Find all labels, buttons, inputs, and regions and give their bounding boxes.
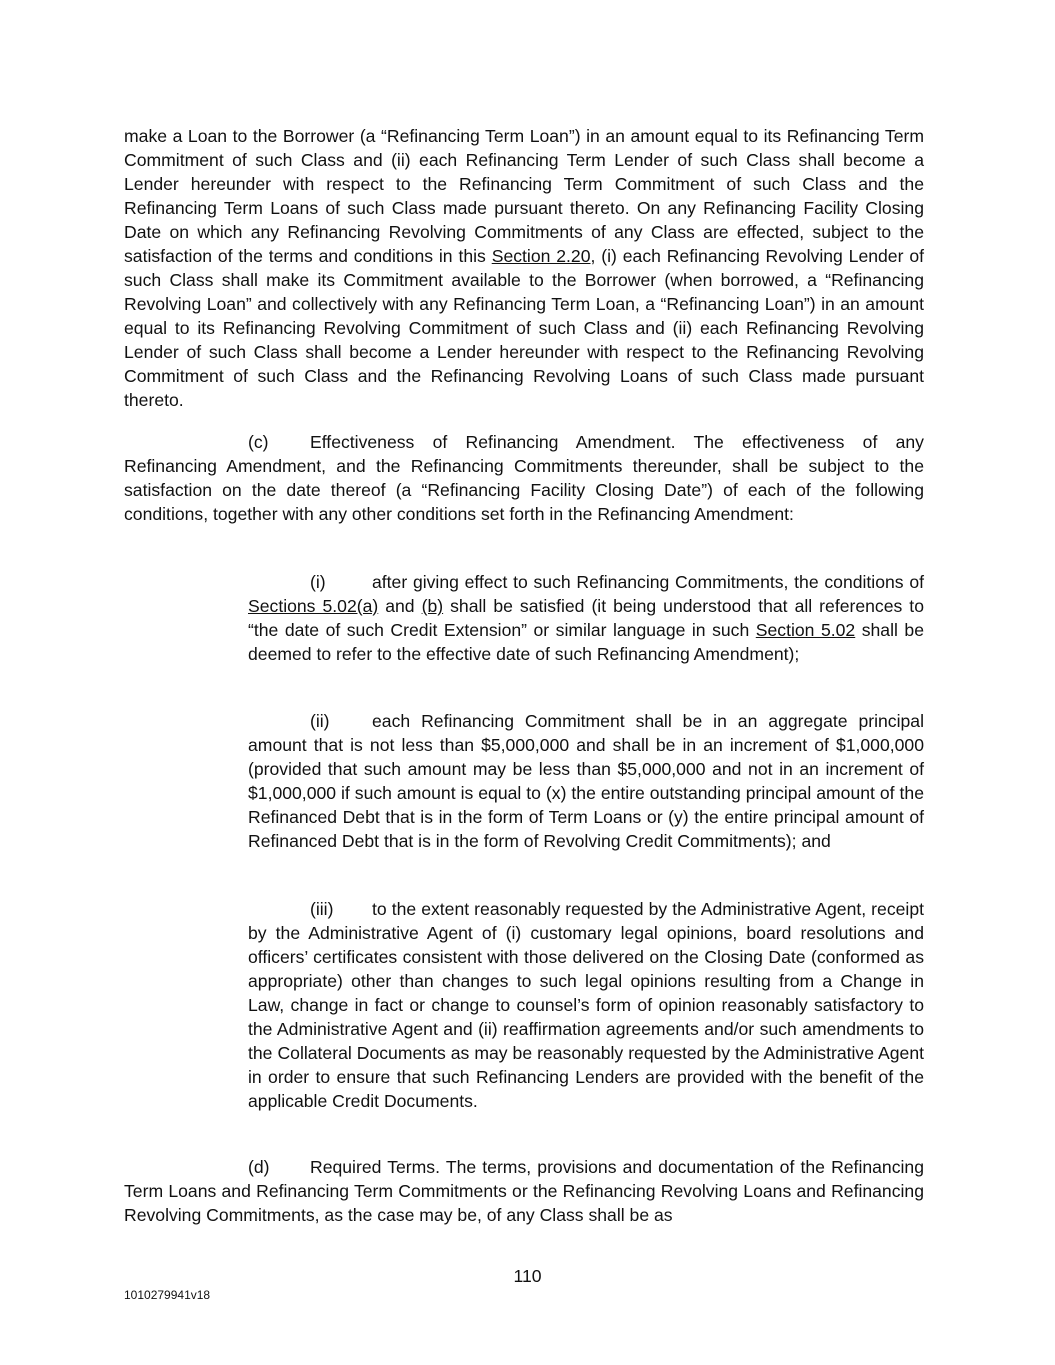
section-reference: Sections 5.02(a) (248, 596, 379, 616)
indent (248, 572, 310, 592)
section-reference: Section 2.20 (491, 246, 591, 266)
indent (124, 1157, 248, 1177)
item-ii-paragraph (248, 709, 924, 853)
item-label: (i) (310, 572, 326, 592)
paragraph-text: , (i) each Refinancing Revolving Lender of such Class shall make its Commitment available to the Borrower (when borrowed, a “Refinancing Revolving Loan” and collectively with any Refinancing Term Loan, a “Refinancing Loan”) in an amount equal to its Refinancing Revolving Commitment of such Class and (ii) each Refinancing Revolving Lender of such Class shall become a Lender hereunder with respect to the Refinancing Revolving Commitment of such Class and the Refinancing Revolving Loans of such Class made pursuant thereto. (124, 246, 924, 410)
indent (248, 899, 310, 919)
paragraph-text: and (378, 596, 422, 616)
section-heading: Required Terms. (310, 1157, 440, 1177)
continuation-paragraph (124, 124, 924, 412)
paragraph-text: make a Loan to the Borrower (a “Refinancing Term Loan”) in an amount equal to its Refinancing Term Commitment of such Class and (ii) each Refinancing Term Lender of such Class shall become a Lender hereunder with respect to the Refinancing Term Commitment of such Class and the Refinancing Term Loans of such Class made pursuant thereto. On any Refinancing Facility Closing Date on which any Refinancing Revolving Commitments of any Class are effected, subject to the satisfaction of the terms and conditions in this (124, 126, 924, 266)
section-reference: Section 5.02 (755, 620, 856, 640)
indent (124, 432, 248, 452)
paragraph-text: shall be deemed to refer to the effective date of such Refinancing Amendment); (248, 620, 924, 664)
item-iii-paragraph (248, 897, 924, 1113)
paragraph-text: The effectiveness of any Refinancing Amendment, and the Refinancing Commitments thereunder, shall be subject to the satisfaction on the date thereof (a “Refinancing Facility Closing Date”) of each of the following conditions, together with any other conditions set forth in the Refinancing Amendment: (124, 432, 924, 524)
paragraph-text: each Refinancing Commitment shall be in an aggregate principal amount that is not less than $5,000,000 and shall be in an increment of $1,000,000 (provided that such amount may be less than $5,000,000 and not in an increment of $1,000,000 if such amount is equal to (x) the entire outstanding principal amount of the Refinanced Debt that is in the form of Term Loans or (y) the entire principal amount of Refinanced Debt that is in the form of Revolving Credit Commitments); and (248, 711, 924, 851)
section-label: (d) (248, 1157, 270, 1177)
paragraph-text: The terms, provisions and documentation of the Refinancing Term Loans and Refinancing Term Commitments or the Refinancing Revolving Loans and Refinancing Revolving Commitments, as the case may be, of any Class shall be as (124, 1157, 924, 1225)
section-reference: (b) (421, 596, 444, 616)
page-number: 110 (513, 1266, 542, 1286)
paragraph-text: shall be satisfied (it being understood that all references to “the date of such Credit Extension” or similar language in such (248, 596, 924, 640)
document-id: 1010279941v18 (124, 1288, 211, 1302)
paragraph-text: after giving effect to such Refinancing Commitments, the conditions of (372, 572, 924, 592)
item-label: (iii) (310, 899, 334, 919)
indent (248, 711, 310, 731)
section-d-paragraph (124, 1155, 924, 1227)
item-label: (ii) (310, 711, 330, 731)
section-label: (c) (248, 432, 269, 452)
paragraph-text: to the extent reasonably requested by the Administrative Agent, receipt by the Administrative Agent of (i) customary legal opinions, board resolutions and officers’ certificates consistent with those delivered on the Closing Date (conformed as appropriate) other than changes to such legal opinions resulting from a Change in Law, change in fact or change to counsel’s form of opinion reasonably satisfactory to the Administrative Agent and (ii) reaffirmation agreements and/or such amendments to the Collateral Documents as may be reasonably requested by the Administrative Agent in order to ensure that such Refinancing Lenders are provided with the benefit of the applicable Credit Documents. (248, 899, 924, 1111)
section-heading: Effectiveness of Refinancing Amendment. (310, 432, 676, 452)
section-c-paragraph (124, 430, 924, 526)
item-i-paragraph (248, 570, 924, 666)
